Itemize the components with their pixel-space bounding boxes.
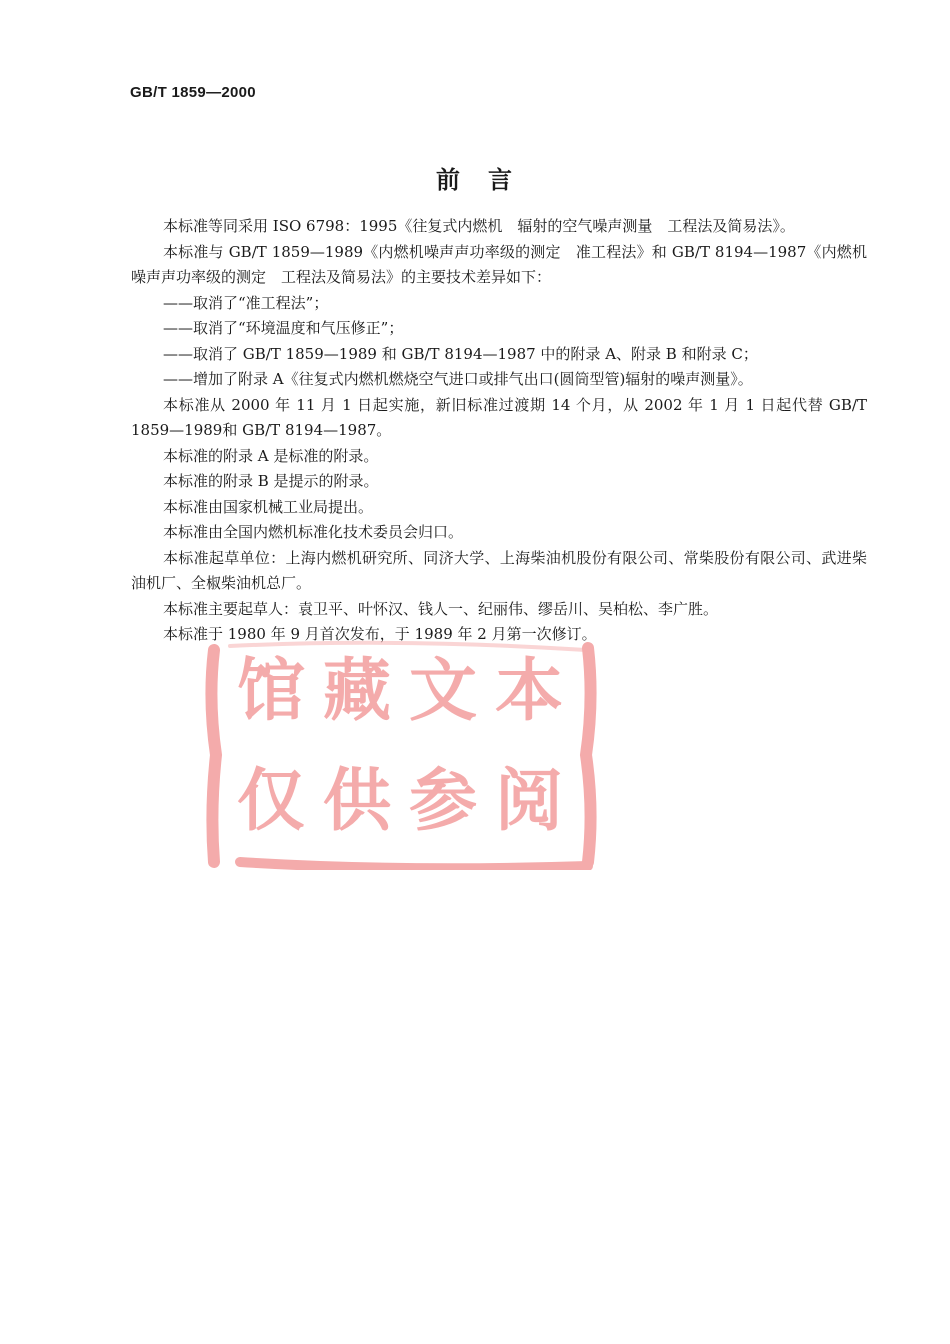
paragraph-differences-intro: 本标准与 GB/T 1859—1989《内燃机噪声声功率级的测定 准工程法》和 GB/T 8194—1987《内燃机噪声声功率级的测定 工程法及简易法》的主要技术差异如下： bbox=[131, 242, 867, 286]
stamp-char: 阅 bbox=[494, 762, 563, 841]
list-item: ——取消了 GB/T 1859—1989 和 GB/T 8194—1987 中的附录 A、附录 B 和附录 C； bbox=[163, 344, 758, 363]
stamp-char: 仅 bbox=[236, 762, 305, 841]
paragraph-implementation: 本标准从 2000 年 11 月 1 日起实施，新旧标准过渡期 14 个月，从 2002 年 1 月 1 日起代替 GB/T 1859—1989和 GB/T 8194—1987。 bbox=[131, 395, 867, 439]
paragraph-annex-a: 本标准的附录 A 是标准的附录。 bbox=[163, 446, 379, 465]
stamp-char: 供 bbox=[322, 762, 391, 841]
paragraph-drafters: 本标准主要起草人：袁卫平、叶怀汉、钱人一、纪丽伟、缪岳川、吴柏松、李广胜。 bbox=[163, 599, 719, 618]
list-item: ——取消了“环境温度和气压修正”； bbox=[163, 319, 404, 337]
paragraph-drafting-units: 本标准起草单位：上海内燃机研究所、同济大学、上海柴油机股份有限公司、常柴股份有限公司、武进柴油机厂、全椒柴油机总厂。 bbox=[131, 548, 867, 592]
stamp-char: 文 bbox=[408, 652, 477, 731]
stamp-line-2 bbox=[200, 762, 600, 841]
paragraph-annex-b: 本标准的附录 B 是提示的附录。 bbox=[163, 472, 379, 490]
paragraph-committee: 本标准由全国内燃机标准化技术委员会归口。 bbox=[163, 523, 464, 541]
stamp-char: 馆 bbox=[236, 652, 305, 731]
standard-code: GB/T 1859—2000 bbox=[130, 84, 256, 101]
stamp-char: 参 bbox=[408, 762, 477, 841]
paragraph-adoption: 本标准等同采用 ISO 6798：1995《往复式内燃机 辐射的空气噪声测量 工程法及简易法》。 bbox=[163, 217, 795, 235]
list-item: ——取消了“准工程法”； bbox=[163, 293, 329, 312]
library-stamp bbox=[200, 640, 600, 870]
stamp-char: 本 bbox=[494, 652, 563, 731]
stamp-char: 藏 bbox=[322, 652, 391, 731]
list-item: ——增加了附录 A《往复式内燃机燃烧空气进口或排气出口(圆筒型管)辐射的噪声测量》。 bbox=[163, 370, 753, 388]
preface-body bbox=[131, 214, 867, 648]
paragraph-history: 本标准于 1980 年 9 月首次发布，于 1989 年 2 月第一次修订。 bbox=[163, 625, 597, 643]
stamp-line-1 bbox=[200, 652, 600, 731]
paragraph-proposer: 本标准由国家机械工业局提出。 bbox=[163, 497, 374, 516]
page-title: 前 言 bbox=[436, 165, 514, 194]
